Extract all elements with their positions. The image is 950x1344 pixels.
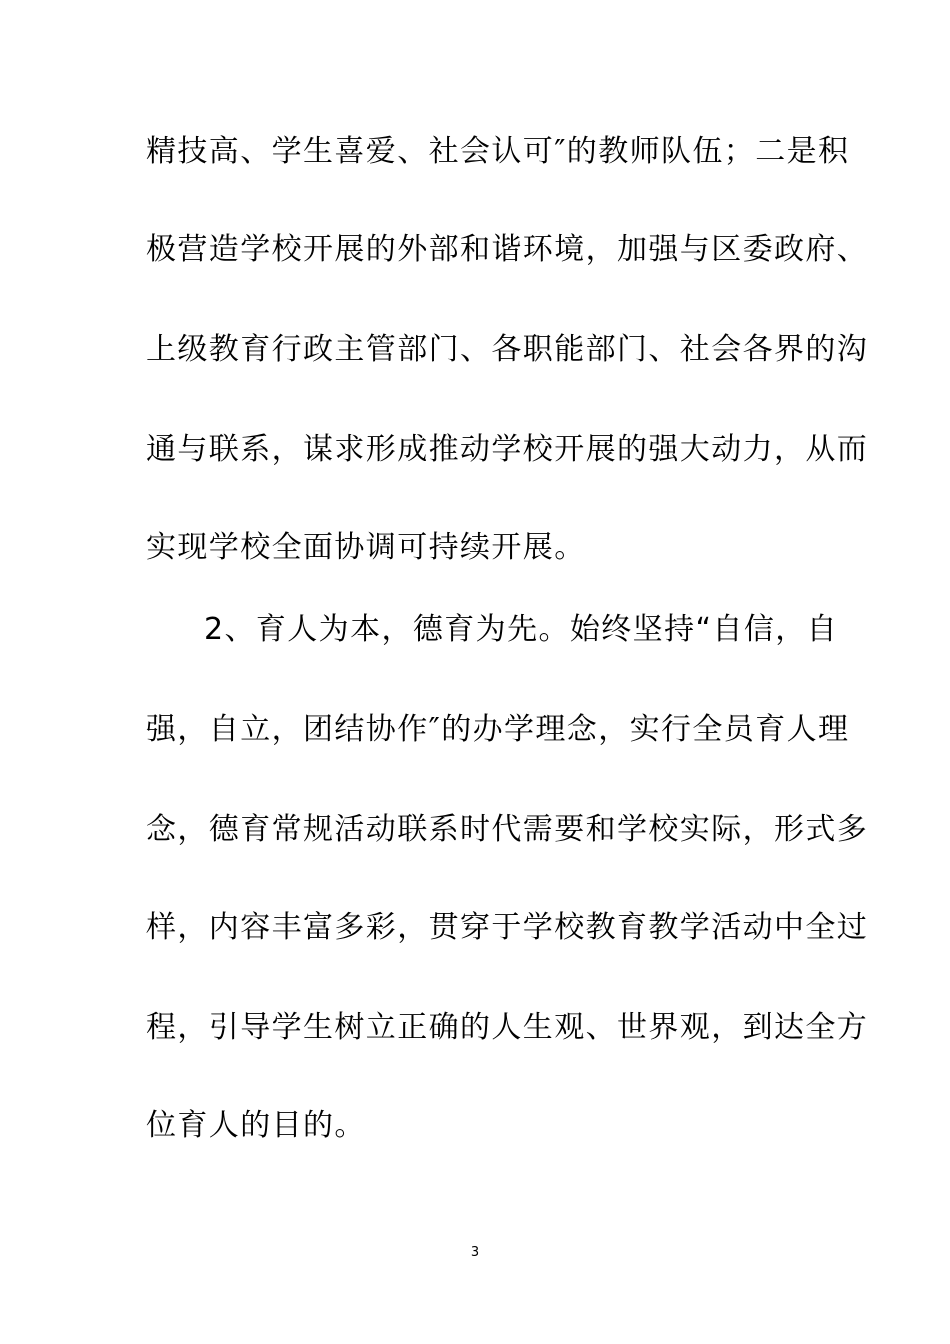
text-line: 极营造学校开展的外部和谐环境，加强与区委政府、 (146, 232, 869, 267)
text-line: 精技高、学生喜爱、社会认可″的教师队伍；二是积 (146, 134, 850, 169)
text-line: 实现学校全面协调可持续开展。 (146, 530, 586, 565)
text-line: 念，德育常规活动联系时代需要和学校实际，形式多 (146, 812, 869, 847)
text-line: 位育人的目的。 (146, 1108, 366, 1143)
text-line: 上级教育行政主管部门、各职能部门、社会各界的沟 (146, 332, 869, 367)
paragraph-start-line: 2、育人为本，德育为先。始终坚持“自信，自 (204, 612, 839, 647)
text-line: 样，内容丰富多彩，贯穿于学校教育教学活动中全过 (146, 910, 869, 945)
text-line: 程，引导学生树立正确的人生观、世界观，到达全方 (146, 1010, 869, 1045)
page-number: 3 (470, 1245, 480, 1260)
text-line: 强，自立，团结协作″的办学理念，实行全员育人理 (146, 712, 850, 747)
text-line: 通与联系，谋求形成推动学校开展的强大动力，从而 (146, 432, 869, 467)
